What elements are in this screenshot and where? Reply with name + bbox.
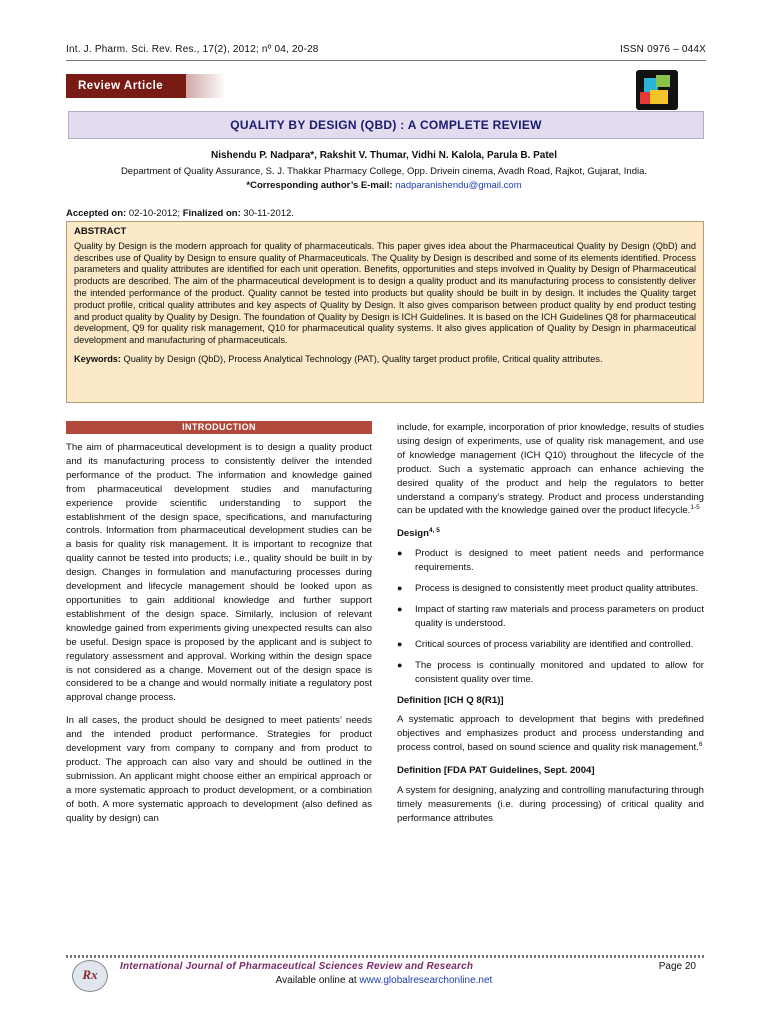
- left-column: [66, 421, 372, 834]
- subheading-design: Design$^{4, 5}$: [397, 527, 440, 540]
- corresponding-label: *Corresponding author’s E-mail:: [246, 180, 393, 191]
- corresponding-author: [0, 180, 768, 191]
- article-type-ribbon-fade: [186, 74, 226, 98]
- citation-ref: 4, 5: [429, 527, 440, 535]
- article-type-badge: Review Article: [66, 74, 186, 98]
- article-title: QUALITY BY DESIGN (QBD) : A COMPLETE REVIEW: [68, 111, 704, 139]
- subheading-definition-ich: Definition [ICH Q 8(R1)]: [397, 694, 504, 706]
- author-affiliation: Department of Quality Assurance, S. J. Thakkar Pharmacy College, Opp. Drivein cinema, Avadh Road, Rajkot, Gujarat, India.: [120, 166, 648, 177]
- author-list: Nishendu P. Nadpara*, Rakshit V. Thumar, Vidhi N. Kalola, Parula B. Patel: [210, 150, 558, 161]
- footer-journal-name: International Journal of Pharmaceutical Sciences Review and Research: [120, 961, 474, 972]
- citation-ref: 6: [698, 741, 703, 749]
- journal-logo-icon: [636, 70, 678, 110]
- abstract-box: [66, 221, 704, 403]
- corresponding-email-link[interactable]: nadparanishendu@gmail.com: [395, 180, 522, 191]
- bullet-icon: ●: [397, 638, 403, 649]
- footer-availability: [0, 975, 768, 986]
- keywords: [74, 354, 696, 366]
- bullet-icon: ●: [397, 659, 403, 670]
- website-link[interactable]: www.globalresearchonline.net: [359, 975, 493, 986]
- finalized-date: 30-11-2012.: [243, 208, 294, 219]
- paragraph: A systematic approach to development that begins with predefined objectives and emphasizes product and process understanding and process control, based on sound science and quality risk management.$^6$: [397, 714, 704, 754]
- paragraph: include, for example, incorporation of prior knowledge, results of studies using design of experiments, use of quality risk management, and use of knowledge management (ICH Q10) throughout the lifecycle of the product. Such a systematic approach can enhance achieving the desired quality of the product and help the regulators to better understand a company’s strategy. Product and process understanding can be updated with the knowledge gained over the product lifecycle.$^{1-5}$: [397, 422, 704, 517]
- abstract-heading: ABSTRACT: [74, 226, 127, 237]
- list-item: ● The process is continually monitored and updated to allow for consistent quality over time.: [397, 659, 704, 685]
- paragraph: A system for designing, analyzing and controlling manufacturing through timely measurements (i.e. during processing) of critical quality and performance attributes: [397, 785, 704, 824]
- bullet-icon: ●: [397, 548, 403, 559]
- list-item: ● Critical sources of process variability are identified and controlled.: [397, 638, 694, 650]
- subheading-definition-fda: Definition [FDA PAT Guidelines, Sept. 2004]: [397, 765, 595, 777]
- accepted-date: 02-10-2012;: [128, 208, 181, 219]
- footer-divider: [66, 955, 706, 958]
- citation-ref: 1-5: [690, 504, 700, 512]
- issn-label: ISSN 0976 – 044X: [619, 44, 706, 55]
- bullet-icon: ●: [397, 603, 403, 614]
- article-dates: [66, 208, 294, 219]
- keywords-label: Keywords:: [74, 353, 121, 364]
- rx-logo-icon: Rx: [72, 960, 108, 992]
- paragraph: In all cases, the product should be designed to meet patients’ needs and the intended product performance. Strategies for product development vary from company to company and from product to product. The approach can also vary and should be outlined in the submission. An applicant might choose either an empirical approach or a more systematic approach to product development, or a combination of both. A more systematic approach to development (also defined as quality by design) can: [66, 715, 372, 824]
- finalized-label: Finalized on:: [182, 208, 241, 219]
- right-column: [397, 421, 704, 835]
- list-item: ● Product is designed to meet patient needs and performance requirements.: [397, 548, 704, 574]
- header-divider: [66, 60, 706, 61]
- accepted-label: Accepted on:: [66, 208, 127, 219]
- page-number: Page 20: [658, 961, 696, 972]
- list-item: ● Process is designed to consistently meet product quality attributes.: [397, 583, 699, 595]
- paragraph: The aim of pharmaceutical development is to design a quality product and its manufacturing process to consistently deliver the intended performance of the product. The information and knowledge gained from pharmaceutical development studies and manufacturing experience provide scientific understanding to support the establishment of the design space, specifications, and manufacturing controls. Information from pharmaceutical development studies can be a basis for quality risk management. It is important to recognize that quality cannot be tested into products; i.e., quality should be built in by design. Changes in formulation and manufacturing processes during development and lifecycle management should be looked upon as opportunities to gain additional knowledge and further support establishment of the design space. Similarly, inclusion of relevant knowledge gained from experiments giving unexpected results can also be useful. Design space is proposed by the applicant and is subject to regulatory assessment and approval. Working within the design space is not considered as a change. Movement out of the design space is considered to be a change and would normally initiate a regulatory post approval change process.: [66, 442, 372, 704]
- abstract-text: Quality by Design is the modern approach for quality of pharmaceuticals. This paper gives idea about the Pharmaceutical Quality by Design (QbD) and describes use of Quality by Design to ensure quality of Pharmaceuticals. The Quality by Design is described and some of its elements identified. Process parameters and quality attributes are identified for each unit operation. Benefits, opportunities and steps involved in Quality by Design of Pharmaceutical products are described. The aim of the pharmaceutical development is to design a quality product and its manufacturing process to consistently deliver the intended performance of the product. Quality cannot be tested into products but quality should be built in by design. It includes the Quality target product profile, critical quality attributes and key aspects of Quality by Design. It also gives comparison between product quality by end product testing and product quality by Quality by Design. The foundation of Quality by Design is ICH Guidelines. It is based on the ICH Guidelines Q8 for pharmaceutical development, Q9 for quality risk management, Q10 for pharmaceutical quality systems. It also gives application of Quality by Design in pharmaceutical development and manufacturing of pharmaceuticals.: [74, 240, 696, 346]
- journal-citation: Int. J. Pharm. Sci. Rev. Res., 17(2), 2012; nº 04, 20-28: [66, 44, 319, 55]
- available-label: Available online at: [275, 975, 357, 986]
- list-item: ● Impact of starting raw materials and process parameters on product quality is understood.: [397, 603, 704, 629]
- section-heading-introduction: INTRODUCTION: [66, 421, 372, 434]
- bullet-icon: ●: [397, 583, 403, 594]
- keywords-text: Quality by Design (QbD), Process Analytical Technology (PAT), Quality target product profile, Critical quality attributes.: [123, 353, 603, 364]
